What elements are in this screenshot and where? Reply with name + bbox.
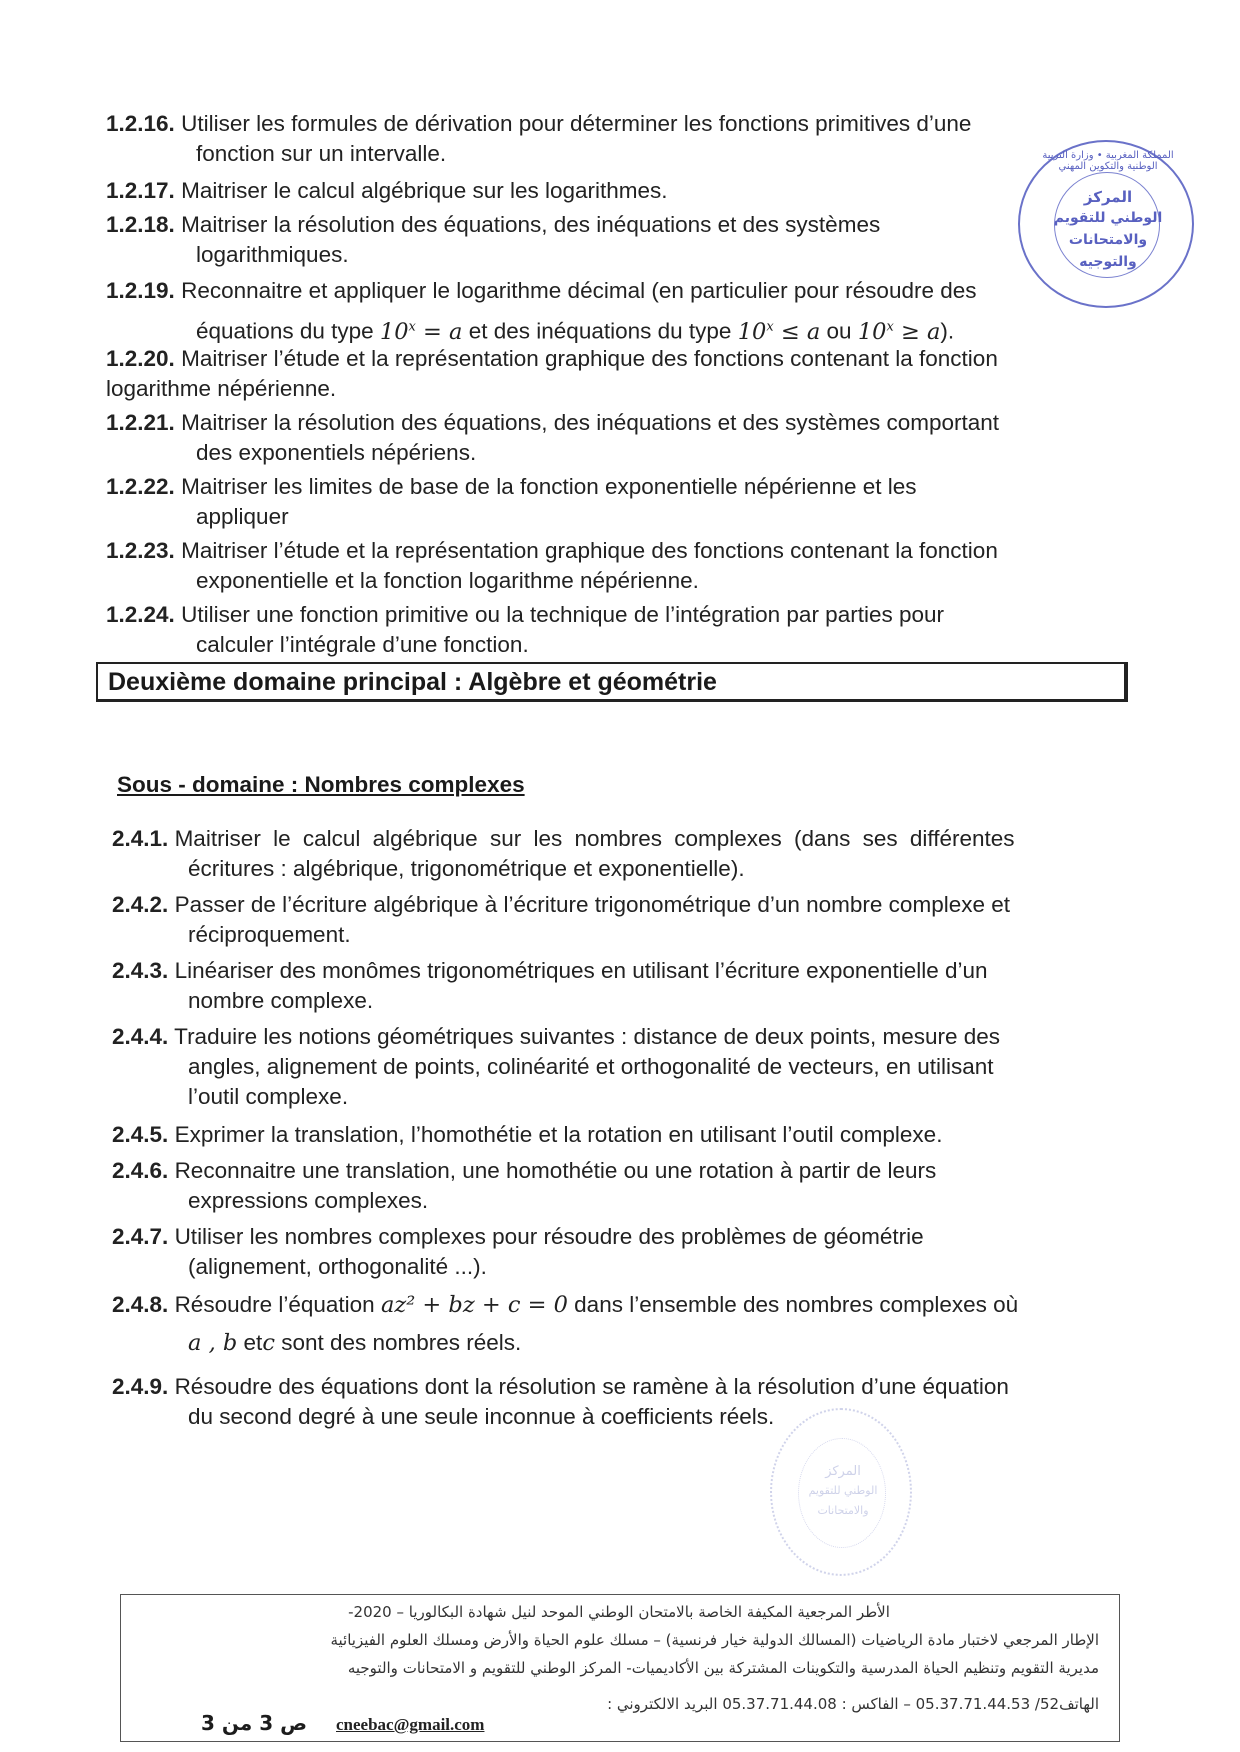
objective-number: 2.4.9. [112, 1374, 169, 1399]
objective-number: 2.4.2. [112, 892, 169, 917]
objective-number: 2.4.5. [112, 1122, 169, 1147]
objective-text-cont: angles, alignement de points, colinéarité et orthogonalité de vecteurs, en utilisant [188, 1054, 994, 1079]
objective-text: Maitriser le calcul algébrique sur les nombres complexes (dans ses différentes [174, 826, 1015, 851]
stamp-line-2: الوطني للتقويم [1053, 210, 1163, 226]
objective-text-cont: du second degré à une seule inconnue à coefficients réels. [188, 1404, 775, 1429]
objective-number: 1.2.17. [106, 178, 175, 203]
coefficient-c: c [262, 1330, 275, 1356]
footer-line-1: الأطر المرجعية المكيفة الخاصة بالامتحان الوطني الموحد لنيل شهادة البكالوريا – 2020- [348, 1603, 890, 1621]
et-text: et [243, 1330, 263, 1355]
objective-text: Utiliser les nombres complexes pour résoudre des problèmes de géométrie [174, 1224, 924, 1249]
objective-number: 1.2.20. [106, 346, 175, 371]
objective-number: 1.2.24. [106, 602, 175, 627]
objective-1-2-21 [106, 408, 999, 468]
subdomain-title: Sous - domaine : Nombres complexes [117, 772, 525, 797]
objective-1-2-24 [106, 600, 944, 660]
objective-number: 2.4.4. [112, 1024, 169, 1049]
inequation-le: $10^x \le a$ [737, 318, 821, 345]
faded-stamp-line-2: الوطني للتقويم [808, 1484, 878, 1497]
equation-intro: équations du type [196, 318, 374, 344]
objective-2-4-6 [112, 1156, 936, 1216]
objective-text-cont: expressions complexes. [188, 1188, 429, 1213]
objective-number: 2.4.7. [112, 1224, 169, 1249]
objective-text-cont: réciproquement. [188, 922, 351, 947]
faded-stamp [770, 1408, 912, 1576]
objective-text-cont: l’outil complexe. [188, 1084, 349, 1109]
footer-email[interactable]: cneebac@gmail.com [336, 1715, 485, 1734]
objective-text: Linéariser des monômes trigonométriques en utilisant l’écriture exponentielle d’un [174, 958, 988, 983]
objective-text: Traduire les notions géométriques suivantes : distance de deux points, mesure des [174, 1024, 1001, 1049]
page-footer [120, 1594, 1120, 1742]
objective-text: Maitriser le calcul algébrique sur les logarithmes. [181, 178, 668, 203]
objective-text-cont: exponentielle et la fonction logarithme népérienne. [196, 568, 699, 593]
objective-1-2-23 [106, 536, 998, 596]
inequation-ge: $10^x \ge a$ [857, 318, 941, 345]
objective-text-cont: écritures : algébrique, trigonométrique et exponentielle). [188, 856, 745, 881]
objective-1-2-19-equations [196, 312, 954, 347]
objective-text-mid: dans l’ensemble des nombres complexes où [574, 1292, 1019, 1317]
objective-text-cont: des exponentiels népériens. [196, 440, 477, 465]
stamp-line-1: المركز [1083, 188, 1133, 206]
real-numbers-text: sont des nombres réels. [281, 1330, 522, 1355]
objective-text-cont: fonction sur un intervalle. [196, 141, 447, 166]
coefficient-vars: a , b [188, 1330, 238, 1356]
page-number: ص 3 من 3 [201, 1711, 308, 1735]
closing-paren: ). [940, 318, 955, 344]
objective-text-cont: appliquer [196, 504, 289, 529]
objective-text-cont: nombre complexe. [188, 988, 374, 1013]
objective-text: Résoudre des équations dont la résolution se ramène à la résolution d’une équation [174, 1374, 1009, 1399]
footer-line-2: الإطار المرجعي لاختبار مادة الرياضيات (المسالك الدولية خيار فرنسية) – مسلك علوم الحياة والأرض ومسلك العلوم الفيزيائية [330, 1631, 1099, 1649]
objective-text: Maitriser l’étude et la représentation graphique des fonctions contenant la fonction [181, 346, 998, 371]
quadratic-equation: az² + bz + c = 0 [380, 1292, 568, 1318]
objective-text-cont: calculer l’intégrale d’une fonction. [196, 632, 529, 657]
objective-number: 1.2.16. [106, 111, 175, 136]
objective-text: Maitriser la résolution des équations, des inéquations et des systèmes comportant [181, 410, 1000, 435]
objective-number: 1.2.22. [106, 474, 175, 499]
objective-2-4-4 [112, 1022, 1000, 1112]
objective-text-cont [112, 1328, 1018, 1358]
faded-stamp-line-3: والامتحانات [817, 1504, 869, 1517]
or-text: ou [826, 318, 852, 344]
objective-2-4-3 [112, 956, 988, 1016]
objective-text: Utiliser une fonction primitive ou la technique de l’intégration par parties pour [181, 602, 945, 627]
equation-equal: $10^x = a$ [379, 318, 463, 345]
objective-text: Reconnaitre une translation, une homothétie ou une rotation à partir de leurs [174, 1158, 937, 1183]
objective-2-4-8 [112, 1290, 1018, 1358]
footer-line-3: مديرية التقويم وتنظيم الحياة المدرسية والتكوينات المشتركة بين الأكاديميات- المركز الوطني للتقويم و الامتحانات والتوجيه [347, 1659, 1099, 1677]
objective-2-4-5 [112, 1120, 942, 1150]
objective-number: 1.2.18. [106, 212, 175, 237]
objective-text: Maitriser la résolution des équations, des inéquations et des systèmes [181, 212, 881, 237]
stamp-line-4: والتوجيه [1079, 254, 1137, 270]
objective-1-2-18 [106, 210, 880, 270]
objective-number: 1.2.23. [106, 538, 175, 563]
objective-text: Maitriser les limites de base de la fonction exponentielle népérienne et les [181, 474, 917, 499]
official-stamp [1018, 140, 1194, 308]
section-title: Deuxième domaine principal : Algèbre et géométrie [108, 668, 717, 696]
objective-text: Utiliser les formules de dérivation pour déterminer les fonctions primitives d’une [181, 111, 972, 136]
objective-1-2-17 [106, 176, 668, 206]
objective-2-4-7 [112, 1222, 924, 1282]
objective-text: Exprimer la translation, l’homothétie et la rotation en utilisant l’outil complexe. [174, 1122, 943, 1147]
objective-1-2-22 [106, 472, 917, 532]
objective-text: Résoudre l’équation [174, 1292, 375, 1317]
objective-1-2-20 [106, 344, 998, 404]
footer-line-4: الهاتف52/ 05.37.71.44.53 – الفاكس : 05.37.71.44.08 البريد الالكتروني : [607, 1695, 1099, 1713]
section-header-box [96, 662, 1128, 702]
objective-number: 2.4.6. [112, 1158, 169, 1183]
objective-text-cont: (alignement, orthogonalité ...). [188, 1254, 487, 1279]
objective-number: 1.2.21. [106, 410, 175, 435]
objective-text-cont: logarithme népérienne. [106, 376, 337, 401]
objective-2-4-1 [112, 824, 1132, 884]
objective-text: Maitriser l’étude et la représentation graphique des fonctions contenant la fonction [181, 538, 998, 563]
objective-1-2-19 [106, 276, 977, 306]
stamp-ring-text: المملكة المغربية • وزارة التربية الوطنية والتكوين المهني [1042, 150, 1174, 172]
objective-1-2-16 [106, 109, 971, 169]
stamp-line-3: والامتحانات [1068, 232, 1148, 248]
inequation-intro: et des inéquations du type [468, 318, 732, 344]
objective-text-cont: logarithmiques. [196, 242, 349, 267]
objective-number: 2.4.3. [112, 958, 169, 983]
objective-2-4-2 [112, 890, 1010, 950]
objective-text: Reconnaitre et appliquer le logarithme décimal (en particulier pour résoudre des [181, 278, 977, 303]
objective-number: 2.4.8. [112, 1292, 169, 1317]
objective-number: 2.4.1. [112, 826, 169, 851]
objective-number: 1.2.19. [106, 278, 175, 303]
objective-text: Passer de l’écriture algébrique à l’écriture trigonométrique d’un nombre complexe et [174, 892, 1010, 917]
faded-stamp-line-1: المركز [825, 1464, 861, 1479]
